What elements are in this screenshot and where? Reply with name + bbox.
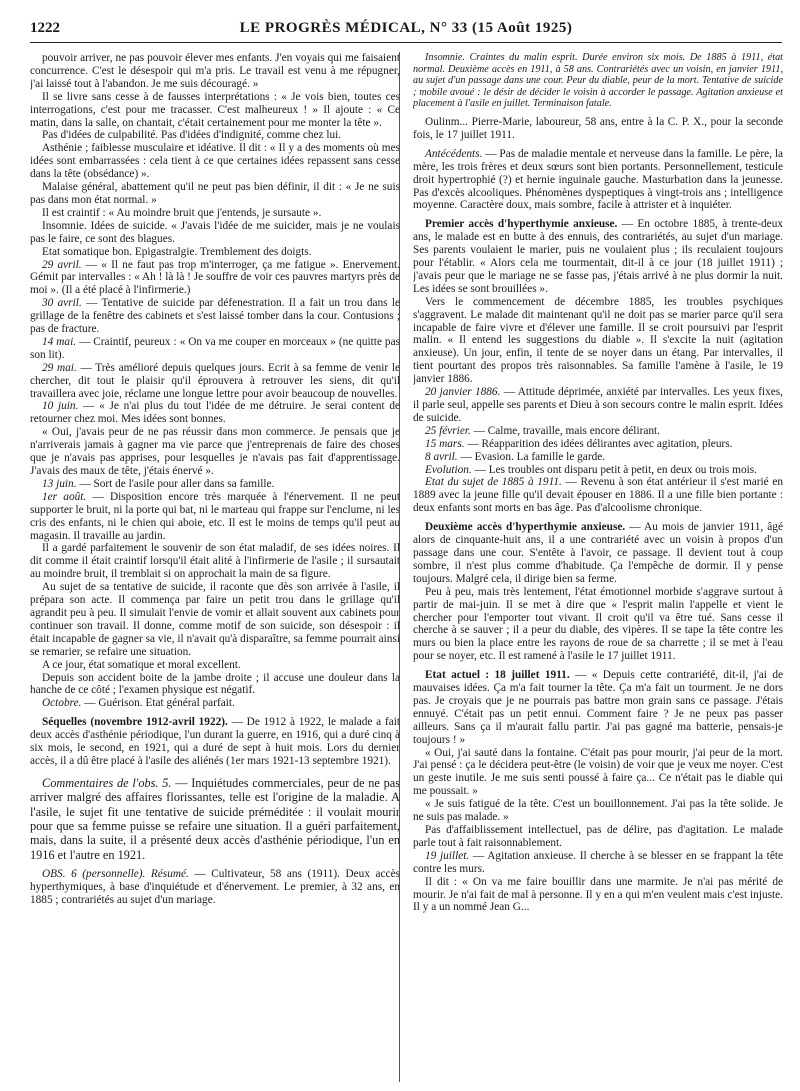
paragraph-text: Insomnie. Craintes du malin esprit. Durée environ six mois. De 1885 à 1911, état normal. Deuxième accès en 1911, à 58 ans. Contrariétés avec un voisin, en janvier 1911, au sujet d'un passage dans une cour. Peur du diable, peur de la mort. Tentative de suicide ; mobile avoué : le désir de décider le voisin à accorder le passage. Agitation anxieuse et placement à l'asile en juillet. Terminaison fatale. bbox=[413, 52, 783, 110]
paragraph bbox=[413, 476, 783, 515]
paragraph bbox=[30, 297, 400, 336]
paragraph bbox=[30, 220, 400, 246]
paragraph-lead: Séquelles (novembre 1912-avril 1922). bbox=[42, 716, 228, 729]
paragraph-lead: 15 mars. bbox=[425, 437, 465, 450]
paragraph bbox=[30, 52, 400, 91]
paragraph-lead: 1er août. bbox=[42, 490, 87, 503]
paragraph-lead: 30 avril. bbox=[42, 297, 82, 310]
paragraph bbox=[30, 259, 400, 298]
running-title: LE PROGRÈS MÉDICAL, N° 33 (15 Août 1925) bbox=[239, 20, 573, 36]
paragraph-text: — Cultivateur, 58 ans (1911). Deux accès hyperthymiques, à base d'inquiétude et d'énervement. Le premier, à 32 ans, en 1885 ; contrariétés au sujet d'un mariage. bbox=[30, 868, 400, 907]
paragraph bbox=[30, 659, 400, 672]
paragraph-lead: 29 avril. bbox=[42, 258, 82, 271]
paragraph-text: — Très amélioré depuis quelques jours. Ecrit à sa femme de venir le chercher, dit tout le plaisir qu'il éprouvera à retrouver les siens, dit qu'il travaillera avec joie, réclame une longue lettre pour avoir beaucoup de nouvelles. bbox=[30, 361, 400, 400]
paragraph bbox=[413, 148, 783, 213]
paragraph-text: pouvoir arriver, ne pas pouvoir élever mes enfants. J'en voyais qui me faisaient concurrence. C'est le désespoir qui m'a pris. Le travail est venu à me répugner, j'ai laissé tout à l'abandon. Je me suis découragé. » bbox=[30, 52, 400, 90]
paragraph-text: Asthénie ; faiblesse musculaire et idéative. Il dit : « Il y a des moments où mes idées sont embarrassées : cela tient à ce que certaines idées repassent sans cesse dans la tête (obsédance) ». bbox=[30, 142, 400, 181]
paragraph bbox=[413, 296, 783, 386]
paragraph bbox=[30, 91, 400, 130]
paragraph-text: « Je suis fatigué de la tête. C'est un bouillonnement. J'ai pas la tête solide. Je ne suis pas malade. » bbox=[413, 798, 783, 824]
paragraph-lead: 8 avril. bbox=[425, 450, 458, 463]
paragraph-text: — Craintif, peureux : « On va me couper en morceaux » (ne quitte pas son lit). bbox=[30, 335, 400, 361]
paragraph bbox=[413, 747, 783, 799]
page-header bbox=[30, 18, 782, 43]
paragraph-text: — Guérison. Etat général parfait. bbox=[81, 697, 235, 710]
paragraph bbox=[30, 400, 400, 426]
paragraph-lead: 14 mai. bbox=[42, 335, 77, 348]
paragraph-lead: Deuxième accès d'hyperthymie anxieuse. bbox=[425, 521, 626, 534]
column-divider bbox=[399, 52, 400, 1082]
paragraph bbox=[30, 868, 400, 907]
paragraph bbox=[30, 426, 400, 478]
paragraph bbox=[413, 451, 783, 464]
paragraph-text: — Evasion. La famille le garde. bbox=[457, 450, 606, 463]
paragraph bbox=[413, 586, 783, 663]
paragraph-text: Etat somatique bon. Epigastralgie. Tremblement des doigts. bbox=[42, 245, 312, 258]
paragraph-text: Malaise général, abattement qu'il ne peut pas bien définir, il dit : « Je ne suis pas dans mon état normal. » bbox=[30, 181, 400, 206]
paragraph-text: Il dit : « On va me faire bouillir dans une marmite. Je n'ai pas mérité de mourir. Je n'ai fait de mal à personne. Il y en a qui m'en veulent mais c'est injuste. Il y a un nommé Jean G... bbox=[413, 875, 783, 914]
paragraph bbox=[413, 52, 783, 110]
paragraph-text: — Les troubles ont disparu petit à petit, en deux ou trois mois. bbox=[471, 463, 757, 476]
paragraph-text: Il est craintif : « Au moindre bruit que j'entends, je sursaute ». bbox=[42, 206, 322, 219]
paragraph-text: « Oui, j'avais peur de ne pas réussir dans mon commerce. Je pensais que je n'arriverais jamais à gagner ma vie parce que j'entreprenais de faire des choses que je n'avais pas apprises, pour lesquelles je n'avais pas fait d'apprentissage. J'avais des maux de tête, j'étais énervé ». bbox=[30, 426, 400, 477]
paragraph bbox=[413, 876, 783, 915]
paragraph bbox=[413, 669, 783, 746]
paragraph-lead: Etat actuel : 18 juillet 1911. bbox=[425, 669, 570, 682]
paragraph-lead: Etat du sujet de 1885 à 1911. bbox=[425, 476, 562, 489]
paragraph bbox=[30, 776, 400, 862]
paragraph-lead: Octobre. bbox=[42, 697, 82, 710]
paragraph-text: — « Je n'ai plus du tout l'idée de me détruire. Je serai content de retourner chez moi. Mes idées sont bonnes. bbox=[30, 400, 400, 426]
paragraph-text: — Inquiétudes commerciales, peur de ne pas arriver malgré des affaires florissantes, telle est l'origine de la maladie. A l'asile, le sujet fit une tentative de suicide préméditée : il voulait mourir pour que sa femme puisse se refaire une situation. Il a guéri parfaitement, mais, dans la suite, il a présenté deux accès d'asthénie périodique, l'un en 1916 et l'autre en 1921. bbox=[30, 775, 400, 862]
paragraph-text: Au sujet de sa tentative de suicide, il raconte que dès son arrivée à l'asile, il prépara son acte. Il commença par faire un petit trou dans le grillage qu'il agrandit peu à peu. Il simulait l'envie de vomir et allait souvent aux cabinets pour continuer son travail. Il donne, comme motif de son suicide, son désespoir : il était incapable de gagner sa vie, il n'avait qu'à disparaître, sa femme pourrait ainsi se remarier, se refaire une situation. bbox=[30, 581, 400, 658]
paragraph-text: A ce jour, état somatique et moral excellent. bbox=[42, 658, 241, 671]
paragraph bbox=[413, 438, 783, 451]
paragraph-text: — Attitude déprimée, anxiété par intervalles. Les yeux fixes, il parle seul, appelle ses parents et Dieu à son secours contre le malin esprit. Idées de suicide. bbox=[413, 386, 783, 424]
paragraph bbox=[413, 850, 783, 876]
paragraph-text: — Calme, travaille, mais encore délirant. bbox=[470, 424, 660, 437]
paragraph-lead: 25 février. bbox=[425, 424, 471, 437]
paragraph bbox=[413, 824, 783, 850]
paragraph-text: — Disposition encore très marquée à l'énervement. Il ne peut supporter le bruit, ni la porte qui bat, ni le marteau qui frappe sur l'enclume, ni les cris des enfants, ni le chien qui aboie, etc. Il est le moins de temps qu'il peut au magasin. Il travaille au jardin. bbox=[30, 490, 400, 542]
paragraph-text: Oulinm... Pierre-Marie, laboureur, 58 ans, entre à la C. P. X., pour la seconde fois, le 17 juillet 1911. bbox=[413, 115, 783, 141]
paragraph bbox=[30, 672, 400, 698]
paragraph-lead: Premier accès d'hyperthymie anxieuse. bbox=[425, 218, 618, 231]
paragraph bbox=[30, 181, 400, 207]
paragraph-text: — Sort de l'asile pour aller dans sa famille. bbox=[76, 477, 275, 490]
paragraph-text: « Oui, j'ai sauté dans la fontaine. C'était pas pour mourir, j'ai peur de la mort. J'ai pensé : ça le décidera peut-être (le voisin) de voir que je veux me noyer. C'est un geste inutile. Je me suis senti poussé à faire ça... Ce n'était pas le diable qui me poussait. » bbox=[413, 746, 783, 798]
paragraph-lead: 20 janvier 1886. bbox=[425, 386, 501, 399]
paragraph bbox=[30, 542, 400, 581]
paragraph-text: Peu à peu, mais très lentement, l'état émotionnel morbide s'aggrave surtout à partir de mai-juin. Il se met à dire que « l'esprit malin l'appelle et vient le chercher pour l'emporter tout vivant. Il croit qu'il va être tué. Sans cesse il cherche à se sauver ; il a peur du diable, des vipères. Il se tape la tête contre les murs ou bien la place entre les rayons de roue de sa charrette ; il se met à l'eau pour se noyer, etc. Il est ramené à l'asile le 17 juillet 1911. bbox=[413, 585, 783, 663]
paragraph-text: Pas d'affaiblissement intellectuel, pas de délire, pas d'agitation. Le malade parle tout à fait raisonnablement. bbox=[413, 824, 783, 849]
paragraph bbox=[413, 798, 783, 824]
paragraph bbox=[30, 491, 400, 543]
paragraph-text: — Agitation anxieuse. Il cherche à se blesser en se frappant la tête contre les murs. bbox=[413, 849, 783, 875]
paragraph bbox=[30, 336, 400, 362]
paragraph-lead: 19 juillet. bbox=[425, 849, 470, 862]
paragraph-lead: Commentaires de l'obs. 5. bbox=[42, 775, 172, 790]
paragraph-text: — « Depuis cette contrariété, dit-il, j'ai de mauvaises idées. Ça m'a fait tourner la tête. Ça m'a fait un tourment. Je ne dors pas. Je croyais que je ne pourrais pas battre mon grain sans ce passage. J'étais ennuyé. C'était pas un petit ennui. Comment faire ? Je ne peux pas passer ailleurs. Sans ça il m'aurait fallu partir. J'ai pas gagné ma batterie, pensais-je toujours ! » bbox=[413, 669, 783, 746]
paragraph-text: — Revenu à son état antérieur il s'est marié en 1889 avec la jeune fille qu'il devait épouser en 1886. Il a une fille bien portante : deux enfants sont morts en bas âge. Pas d'alcoolisme chronique. bbox=[413, 476, 783, 515]
paragraph-text: Depuis son accident boite de la jambe droite ; il accuse une douleur dans la hanche de ce côté ; l'examen physique est négatif. bbox=[30, 671, 400, 697]
paragraph bbox=[413, 521, 783, 586]
paragraph-lead: 29 mai. bbox=[42, 361, 77, 374]
paragraph bbox=[30, 142, 400, 181]
paragraph-text: Vers le commencement de décembre 1885, les troubles psychiques s'aggravent. Le malade dit maintenant qu'il ne doit pas se marier parce qu'il sera incapable de faire vivre et d'élever une famille. Il se croit poursuivi par l'esprit malin. « Il entend les suggestions du diable ». Il s'excite la nuit (agitation anxieuse). Un jour, enfin, il tente de se noyer dans un étang. Par intervalles, il tient pourtant des propos très raisonnables. Sa famille l'amène à l'asile, le 19 janvier 1886. bbox=[413, 295, 783, 386]
page-number: 1222 bbox=[30, 20, 60, 36]
paragraph-text: — Pas de maladie mentale et nerveuse dans la famille. Le père, la mère, les trois frères et deux sœurs sont bien portants. Personnellement, testicule droit hypertrophié (?) et hernie inguinale gauche. Masturbation dans la jeunesse. Pas d'excès alcooliques. Phénomènes dyspeptiques à vingt-trois ans ; intelligence moyenne. Caractère doux, mais sombre, facile à attrister et à inquiéter. bbox=[413, 147, 783, 212]
paragraph bbox=[413, 425, 783, 438]
paragraph-lead: Antécédents. bbox=[425, 147, 483, 160]
paragraph bbox=[413, 218, 783, 295]
paragraph bbox=[413, 116, 783, 142]
paragraph-lead: Evolution. bbox=[425, 463, 472, 476]
paragraph-text: — Tentative de suicide par défenestration. Il a fait un trou dans le grillage de la fenêtre des cabinets et s'est laissé tomber dans la cour. Contusions ; pas de fracture. bbox=[30, 297, 400, 336]
paragraph-lead: 10 juin. bbox=[42, 400, 79, 413]
right-column bbox=[413, 52, 783, 1082]
paragraph-lead: 13 juin. bbox=[42, 477, 77, 490]
paragraph-text: Il a gardé parfaitement le souvenir de son état maladif, de ses idées noires. Il dit comme il était craintif lorsqu'il était alité à l'infirmerie de l'asile ; il sursautait au moindre bruit, il tremblait si on approchait la main de sa figure. bbox=[30, 542, 400, 581]
paragraph-text: — De 1912 à 1922, le malade a fait deux accès d'asthénie périodique, l'un durant la guerre, en 1916, qui a duré cinq à six mois, le second, en 1921, qui a duré de sept à huit mois. Lors du dernier accès, il a dû être placé à l'asile des aliénés (1er mars 1921-13 septembre 1921). bbox=[30, 716, 400, 767]
paragraph bbox=[30, 129, 400, 142]
paragraph-text: — Réapparition des idées délirantes avec agitation, pleurs. bbox=[464, 437, 733, 450]
paragraph-lead: OBS. 6 (personnelle). Résumé. bbox=[42, 868, 189, 881]
paragraph bbox=[30, 246, 400, 259]
paragraph bbox=[30, 362, 400, 401]
paragraph bbox=[30, 581, 400, 658]
paragraph-text: Pas d'idées de culpabilité. Pas d'idées d'indignité, comme chez lui. bbox=[42, 129, 342, 142]
paragraph-text: Il se livre sans cesse à de fausses interprétations : « Je vois bien, toutes ces interrogations, c'est pour me tracasser. C'est malheureux ! » Il ajoute : « Ce matin, dans la salle, on chantait, c'était certainement pour me monter la tête ». bbox=[30, 90, 400, 129]
paragraph-text: — En octobre 1885, à trente-deux ans, le malade est en butte à des ennuis, des contrariétés, au sujet d'un mariage. Ses parents voulaient le marier, puis ne voulaient plus ; ils reculaient toujours pour l'établir. « Alors cela me tourmentait, dit-il à ce jour (18 juillet 1911) ; j'avais peur que le mariage ne se fasse pas, j'étais arrivé à ne plus dormir la nuit. Les idées se sont brouillées ». bbox=[413, 218, 783, 295]
paragraph bbox=[413, 464, 783, 477]
paragraph bbox=[30, 716, 400, 768]
paragraph-text: Insomnie. Idées de suicide. « J'avais l'idée de me suicider, mais je ne voulais pas le faire, ce sont des blagues. bbox=[30, 219, 400, 245]
paragraph bbox=[30, 478, 400, 491]
paragraph bbox=[413, 386, 783, 425]
paragraph-text: — Au mois de janvier 1911, âgé alors de cinquante-huit ans, il a une contrariété avec un voisin à propos d'un passage dans une cour. S'entête à l'avoir, ce passage. Il devient tout à coup sombre, il n'est plus comme d'habitude. Ça l'empêche de dormir. Il y pense toujours. Malgré cela, il dirige bien sa ferme. bbox=[413, 521, 783, 585]
left-column bbox=[30, 52, 400, 1082]
paragraph-text: — « Il ne faut pas trop m'interroger, ça me fatigue ». Enervement. Gémit par intervalles : « Ah ! là là ! Je souffre de voir ces pauvres martyrs près de moi ». (Il a été placé à l'infirmerie.) bbox=[30, 258, 400, 297]
paragraph bbox=[30, 697, 400, 710]
paragraph bbox=[30, 207, 400, 220]
